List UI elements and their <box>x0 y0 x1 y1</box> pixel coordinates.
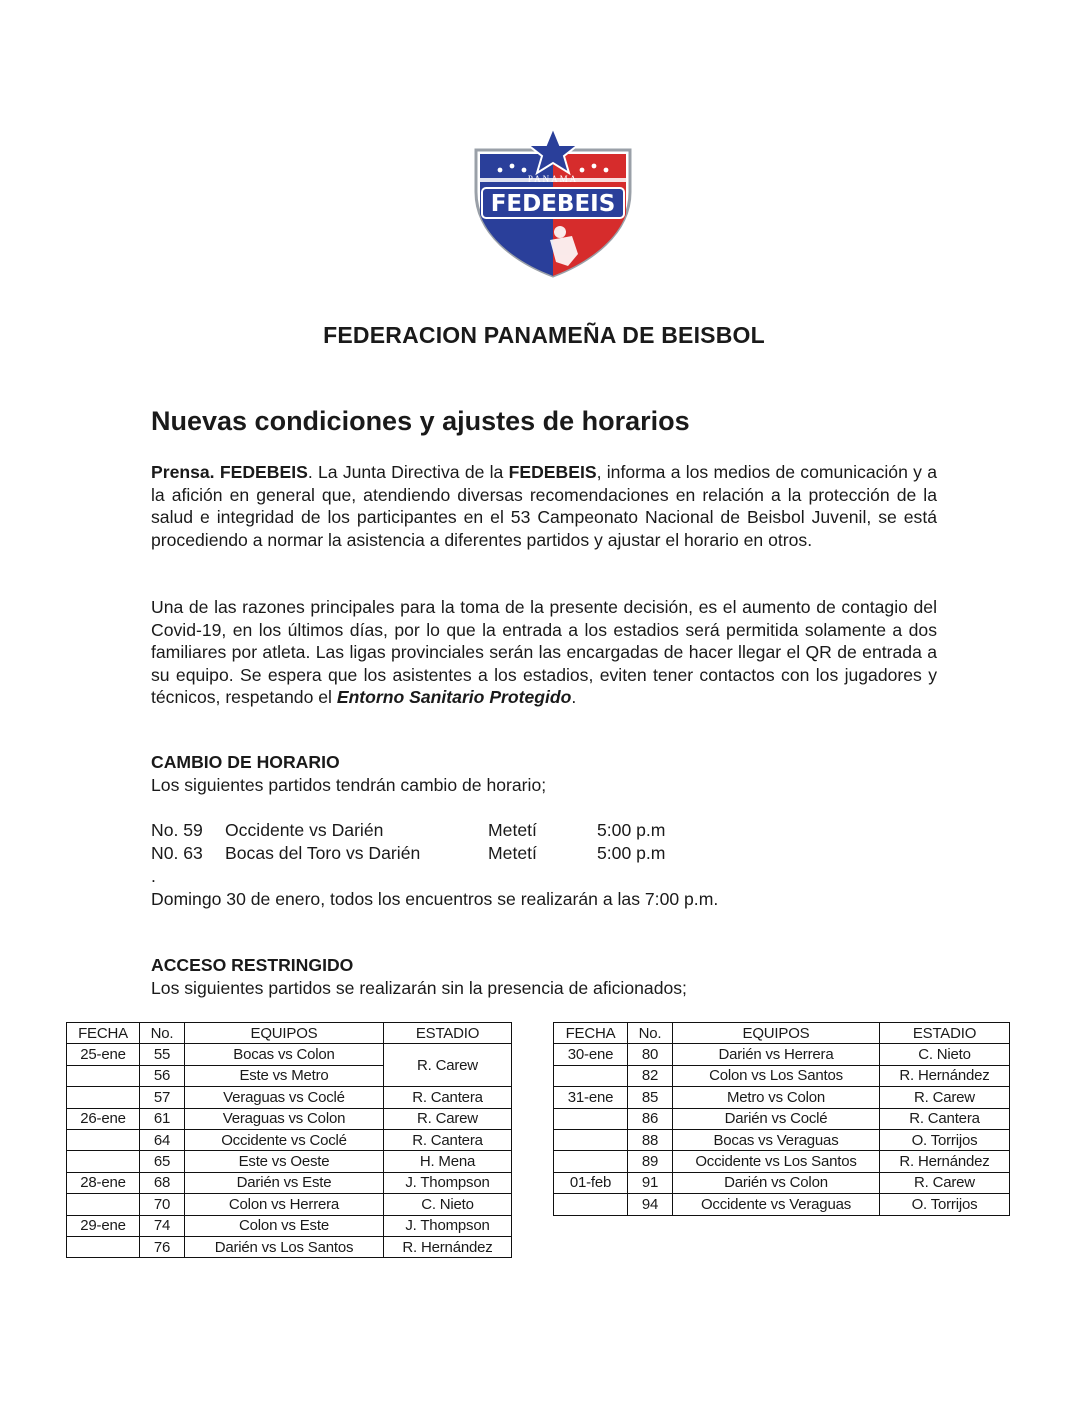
logo-country-text: PANAMA <box>527 174 579 184</box>
restricted-access-title: ACCESO RESTRINGIDO <box>151 955 354 975</box>
table-row <box>67 1044 512 1065</box>
cell-number: 68 <box>140 1172 185 1193</box>
cell-stadium: R. Hernández <box>384 1236 512 1257</box>
cell-stadium: J. Thompson <box>384 1172 512 1193</box>
header-no: No. <box>628 1023 673 1044</box>
cell-stadium: R. Hernández <box>880 1065 1010 1086</box>
cell-number: 89 <box>628 1151 673 1172</box>
cell-number: 55 <box>140 1044 185 1065</box>
article-headline: Nuevas condiciones y ajustes de horarios <box>151 406 690 436</box>
game-match: Bocas del Toro vs Darién <box>225 843 421 863</box>
schedule-change-title: CAMBIO DE HORARIO <box>151 752 340 772</box>
cell-teams: Veraguas vs Colon <box>185 1108 384 1129</box>
cell-stadium: R. Carew <box>384 1108 512 1129</box>
cell-stadium: C. Nieto <box>880 1044 1010 1065</box>
cell-date: 28-ene <box>67 1172 140 1193</box>
cell-stadium: O. Torrijos <box>880 1129 1010 1150</box>
cell-teams: Darién vs Herrera <box>673 1044 880 1065</box>
cell-date <box>67 1129 140 1150</box>
cell-teams: Darién vs Colon <box>673 1172 880 1193</box>
cell-stadium: R. Carew <box>384 1044 512 1087</box>
table-row <box>67 1129 512 1150</box>
cell-stadium: R. Cantera <box>384 1129 512 1150</box>
table-row <box>67 1172 512 1193</box>
table-row <box>554 1044 1010 1065</box>
cell-number: 94 <box>628 1194 673 1215</box>
paragraph-text: Una de las razones principales para la toma de la presente decisión, es el aumento de contagio del Covid-19, en los últimos días, por lo que la entrada a los estadios será permitida solamente a dos familiares por atleta. Las ligas provinciales serán las encargadas de hacer llegar el QR de entrada a su equipo. Se espera que los asistentes a los estadios, eviten tener contactos con los jugadores y técnicos, respetando el <box>151 597 937 708</box>
schedule-row <box>151 842 751 865</box>
schedule-dot <box>151 865 751 888</box>
header-fecha: FECHA <box>67 1023 140 1044</box>
paragraph-bold: FEDEBEIS <box>508 462 597 482</box>
header-estadio: ESTADIO <box>880 1023 1010 1044</box>
cell-teams: Bocas vs Veraguas <box>673 1129 880 1150</box>
logo-name-text: FEDEBEIS <box>490 191 616 217</box>
cell-number: 80 <box>628 1044 673 1065</box>
game-time: 5:00 p.m <box>597 820 666 840</box>
restricted-games-table-2 <box>553 1022 1010 1216</box>
cell-teams: Occidente vs Los Santos <box>673 1151 880 1172</box>
cell-number: 86 <box>628 1108 673 1129</box>
table-header-row <box>554 1023 1010 1044</box>
game-venue: Metetí <box>488 820 537 840</box>
table-row <box>67 1236 512 1257</box>
game-number: N0. 63 <box>151 843 203 863</box>
table-row <box>554 1172 1010 1193</box>
game-venue: Metetí <box>488 843 537 863</box>
table-row <box>554 1129 1010 1150</box>
game-match: Occidente vs Darién <box>225 820 384 840</box>
header-equipos: EQUIPOS <box>673 1023 880 1044</box>
cell-number: 82 <box>628 1065 673 1086</box>
cell-number: 61 <box>140 1108 185 1129</box>
cell-number: 65 <box>140 1151 185 1172</box>
cell-teams: Colon vs Herrera <box>185 1194 384 1215</box>
cell-date: 29-ene <box>67 1215 140 1236</box>
cell-number: 64 <box>140 1129 185 1150</box>
schedule-change-list <box>151 819 751 911</box>
cell-stadium: O. Torrijos <box>880 1194 1010 1215</box>
table-row <box>554 1151 1010 1172</box>
table-row <box>554 1065 1010 1086</box>
header-no: No. <box>140 1023 185 1044</box>
cell-teams: Occidente vs Veraguas <box>673 1194 880 1215</box>
paragraph-lead: Prensa. FEDEBEIS <box>151 462 308 482</box>
paragraph-end: . <box>571 687 577 708</box>
cell-teams: Metro vs Colon <box>673 1087 880 1108</box>
cell-teams: Darién vs Coclé <box>673 1108 880 1129</box>
table-row <box>554 1108 1010 1129</box>
cell-date: 25-ene <box>67 1044 140 1065</box>
paragraph-emphasis: Entorno Sanitario Protegido <box>336 687 572 708</box>
table-row <box>67 1194 512 1215</box>
cell-number: 74 <box>140 1215 185 1236</box>
game-number: No. 59 <box>151 820 203 840</box>
cell-teams: Veraguas vs Coclé <box>185 1087 384 1108</box>
cell-number: 88 <box>628 1129 673 1150</box>
cell-number: 56 <box>140 1065 185 1086</box>
cell-number: 91 <box>628 1172 673 1193</box>
cell-teams: Darién vs Los Santos <box>185 1236 384 1257</box>
cell-stadium: R. Cantera <box>880 1108 1010 1129</box>
cell-number: 70 <box>140 1194 185 1215</box>
table-row <box>554 1194 1010 1215</box>
cell-number: 76 <box>140 1236 185 1257</box>
cell-stadium: R. Hernández <box>880 1151 1010 1172</box>
cell-stadium: R. Carew <box>880 1087 1010 1108</box>
cell-teams: Colon vs Este <box>185 1215 384 1236</box>
cell-number: 85 <box>628 1087 673 1108</box>
paragraph-intro <box>151 461 937 551</box>
organization-title: FEDERACION PANAMEÑA DE BEISBOL <box>323 322 765 348</box>
schedule-change-subtitle: Los siguientes partidos tendrán cambio de horario; <box>151 775 547 795</box>
table-header-row <box>67 1023 512 1044</box>
cell-date: 30-ene <box>554 1044 628 1065</box>
header-equipos: EQUIPOS <box>185 1023 384 1044</box>
header-fecha: FECHA <box>554 1023 628 1044</box>
cell-stadium: C. Nieto <box>384 1194 512 1215</box>
table-row <box>67 1215 512 1236</box>
table-row <box>67 1151 512 1172</box>
cell-date <box>554 1065 628 1086</box>
cell-stadium: J. Thompson <box>384 1215 512 1236</box>
cell-number: 57 <box>140 1087 185 1108</box>
fedebeis-logo <box>472 126 634 278</box>
cell-date: 26-ene <box>67 1108 140 1129</box>
paragraph-text: . La Junta Directiva de la <box>307 462 509 482</box>
cell-date: 01-feb <box>554 1172 628 1193</box>
cell-teams: Colon vs Los Santos <box>673 1065 880 1086</box>
cell-teams: Este vs Oeste <box>185 1151 384 1172</box>
cell-teams: Darién vs Este <box>185 1172 384 1193</box>
cell-date <box>554 1194 628 1215</box>
cell-teams: Este vs Metro <box>185 1065 384 1086</box>
schedule-row <box>151 819 751 842</box>
dot-text: . <box>151 866 156 886</box>
cell-teams: Bocas vs Colon <box>185 1044 384 1065</box>
restricted-access-subtitle: Los siguientes partidos se realizarán sin la presencia de aficionados; <box>151 978 687 998</box>
cell-stadium: R. Carew <box>880 1172 1010 1193</box>
game-time: 5:00 p.m <box>597 843 666 863</box>
cell-date <box>67 1087 140 1108</box>
restricted-games-table-1 <box>66 1022 512 1258</box>
cell-date <box>554 1129 628 1150</box>
table-row <box>67 1108 512 1129</box>
cell-date <box>67 1151 140 1172</box>
header-estadio: ESTADIO <box>384 1023 512 1044</box>
cell-date <box>554 1151 628 1172</box>
note-text: Domingo 30 de enero, todos los encuentros se realizarán a las 7:00 p.m. <box>151 889 719 909</box>
paragraph-text: , informa a los medios de comunicación y a la afición en general que, atendiendo diversas recomendaciones en relación a la protección de la salud e integridad de los participantes en el 53 Campeonato Nacional de Beisbol Juvenil, se está procediendo a normar la asistencia a diferentes partidos y ajustar el horario en otros. <box>151 462 937 550</box>
cell-stadium: R. Cantera <box>384 1087 512 1108</box>
table-row <box>554 1087 1010 1108</box>
cell-date: 31-ene <box>554 1087 628 1108</box>
paragraph-reasons <box>151 596 937 709</box>
table-row <box>67 1087 512 1108</box>
cell-date <box>67 1065 140 1086</box>
cell-date <box>67 1194 140 1215</box>
cell-date <box>67 1236 140 1257</box>
cell-date <box>554 1108 628 1129</box>
cell-stadium: H. Mena <box>384 1151 512 1172</box>
schedule-note <box>151 888 751 911</box>
cell-teams: Occidente vs Coclé <box>185 1129 384 1150</box>
